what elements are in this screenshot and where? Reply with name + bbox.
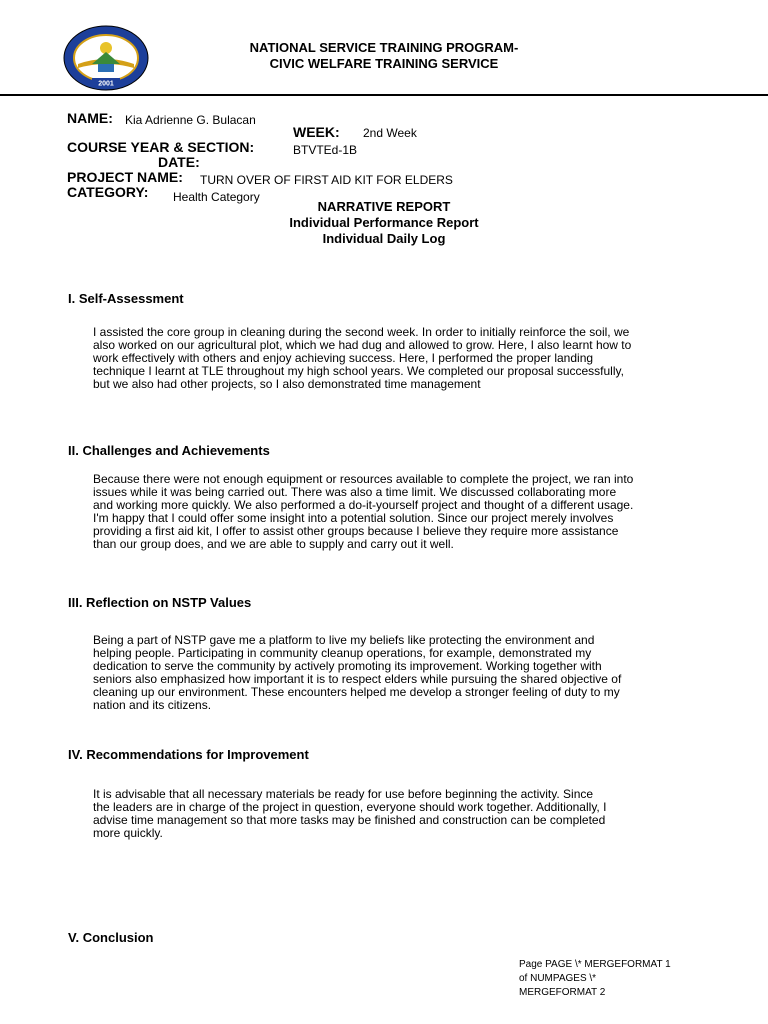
paragraph-line: I assisted the core group in cleaning during the second week. In order to initially reinforce the soil, we <box>93 325 630 339</box>
paragraph-line: than our group does, and we are able to supply and carry out it well. <box>93 537 454 551</box>
paragraph-line: Being a part of NSTP gave me a platform to live my beliefs like protecting the environment and <box>93 633 595 647</box>
paragraph-line: the leaders are in charge of the project in question, everyone should work together. Additionally, I <box>93 800 607 814</box>
section-paragraph <box>93 473 693 551</box>
paragraph-line: work effectively with others and enjoy achieving success. Here, I performed the proper landing <box>93 351 594 365</box>
date-label: DATE: <box>158 154 200 170</box>
paragraph-line: It is advisable that all necessary materials be ready for use before beginning the activity. Since <box>93 787 594 801</box>
logo-year: 2001 <box>98 80 114 88</box>
paragraph-line: I'm happy that I could offer some insight into a potential solution. Since our project merely involves <box>93 511 614 525</box>
name-label: NAME: <box>67 110 113 126</box>
project-label: PROJECT NAME: <box>67 169 183 185</box>
category-label: CATEGORY: <box>67 184 149 200</box>
footer-line: of NUMPAGES \* <box>519 973 597 984</box>
section-paragraph <box>93 634 693 712</box>
report-subtitle-1: Individual Performance Report <box>289 215 479 230</box>
paragraph-line: issues while it was being carried out. There was also a time limit. We discussed collaborating more <box>93 485 617 499</box>
course-label: COURSE YEAR & SECTION: <box>67 139 255 155</box>
paragraph-line: helping people. Participating in community cleanup operations, for example, demonstrated my <box>93 646 592 660</box>
paragraph-line: technique I learnt at TLE throughout my high school years. We completed our proposal successfully, <box>93 364 624 378</box>
paragraph-line: seniors also emphasized how important it is to respect elders while pursuing the shared objective of <box>93 672 622 686</box>
section-paragraph <box>93 326 693 391</box>
section-heading: II. Challenges and Achievements <box>68 443 270 458</box>
paragraph-line: Because there were not enough equipment or resources available to complete the project, we ran into <box>93 472 634 486</box>
city-seal-logo <box>62 24 150 92</box>
paragraph-line: and working more quickly. We also performed a do-it-yourself project and thought of a different usage. <box>93 498 634 512</box>
section-heading: IV. Recommendations for Improvement <box>68 747 309 762</box>
project-value: TURN OVER OF FIRST AID KIT FOR ELDERS <box>200 173 453 187</box>
paragraph-line: but we also had other projects, so I also demonstrated time management <box>93 377 481 391</box>
report-subtitle-2: Individual Daily Log <box>322 231 446 246</box>
name-value: Kia Adrienne G. Bulacan <box>125 113 256 127</box>
page-footer <box>519 958 719 1000</box>
paragraph-line: cleaning up our environment. These encounters helped me develop a stronger feeling of duty to my <box>93 685 620 699</box>
paragraph-line: providing a first aid kit, I offer to assist other groups because I believe they require more assistance <box>93 524 619 538</box>
header-line-1: NATIONAL SERVICE TRAINING PROGRAM- <box>249 40 519 55</box>
paragraph-line: nation and its citizens. <box>93 698 212 712</box>
course-value: BTVTEd-1B <box>293 143 358 157</box>
section-heading: III. Reflection on NSTP Values <box>68 595 252 610</box>
report-title: NARRATIVE REPORT <box>317 199 451 214</box>
section-paragraph <box>93 788 693 840</box>
header-line-2: CIVIC WELFARE TRAINING SERVICE <box>269 56 499 71</box>
section-heading: I. Self-Assessment <box>68 291 184 306</box>
paragraph-line: more quickly. <box>93 826 163 840</box>
section-heading: V. Conclusion <box>68 930 154 945</box>
week-label: WEEK: <box>293 124 340 140</box>
week-value: 2nd Week <box>363 126 417 140</box>
paragraph-line: advise time management so that more tasks may be finished and construction can be completed <box>93 813 606 827</box>
paragraph-line: dedication to serve the community by actively promoting its improvement. Working together with <box>93 659 602 673</box>
footer-line: MERGEFORMAT 2 <box>519 987 606 998</box>
footer-line: Page PAGE \* MERGEFORMAT 1 <box>519 959 671 970</box>
category-value: Health Category <box>173 190 260 204</box>
paragraph-line: also worked on our agricultural plot, which we had dug and allowed to grow. Here, I also learnt how to <box>93 338 632 352</box>
header-divider <box>0 94 768 96</box>
